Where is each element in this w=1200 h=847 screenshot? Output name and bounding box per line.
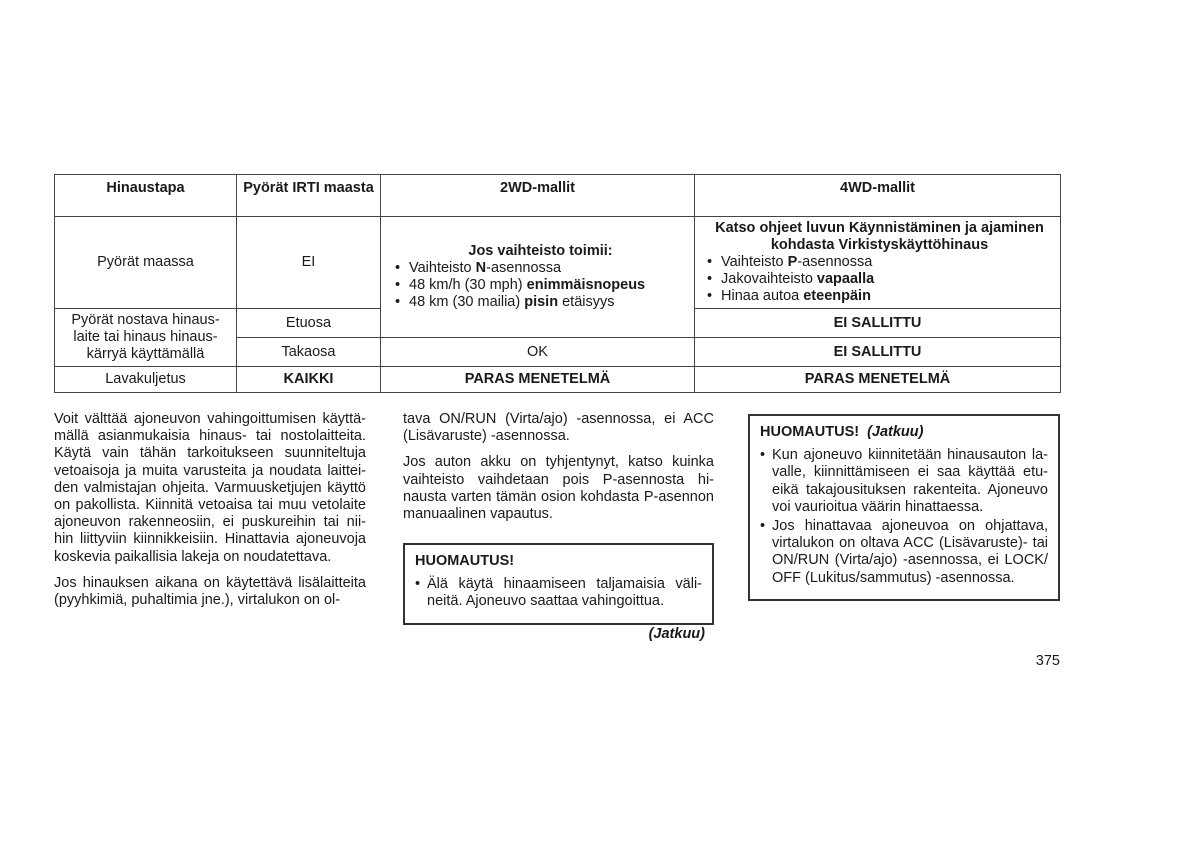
list-item: • Älä käytä hinaamiseen taljamaisia väli- neitä. Ajoneuvo saattaa vahingoittua. — [415, 576, 702, 610]
notice-list — [760, 447, 1048, 587]
text-column-middle — [403, 411, 714, 532]
header-off-ground: Pyörät IRTI maasta — [237, 175, 381, 217]
list-item: • Hinaa autoa eteenpäin — [705, 288, 1054, 305]
notice-continued-label: (Jatkuu) — [867, 424, 924, 440]
header-2wd: 2WD-mallit — [381, 175, 695, 217]
header-4wd: 4WD-mallit — [695, 175, 1061, 217]
cell-front: Etuosa — [237, 309, 381, 338]
cell-method-flatbed: Lavakuljetus — [55, 367, 237, 393]
header-method: Hinaustapa — [55, 175, 237, 217]
table-header-row — [55, 175, 1061, 217]
list-item: • 48 km (30 mailia) pisin etäisyys — [393, 294, 688, 311]
table-row — [55, 217, 1061, 309]
list-item: • Vaihteisto P-asennossa — [705, 254, 1054, 271]
cell-flatbed-off-ground: KAIKKI — [237, 367, 381, 393]
continued-label: (Jatkuu) — [648, 626, 705, 642]
cell-flatbed-2wd: PARAS MENETELMÄ — [381, 367, 695, 393]
paragraph: Jos auton akku on tyhjentynyt, katso kuinka vaihteisto vaihdetaan pois P-asennosta hi- nausta varten tämän osion kohdasta P-asennon manuaalinen vapautus. — [403, 454, 714, 523]
4wd-conditions-heading: Katso ohjeet luvun Käynnistäminen ja ajaminen kohdasta Virkistyskäyttöhinaus — [715, 220, 1044, 253]
paragraph: Jos hinauksen aikana on käytettävä lisälaitteita (pyyhkimiä, puhaltimia jne.), virtalukon on ol- — [54, 574, 366, 609]
page-number: 375 — [1035, 653, 1060, 669]
text-column-left — [54, 411, 366, 618]
cell-front-4wd: EI SALLITTU — [695, 309, 1061, 338]
notice-box-continued — [748, 414, 1060, 601]
list-item: • 48 km/h (30 mph) enimmäisnopeus — [393, 277, 688, 294]
notice-list — [415, 576, 702, 610]
notice-box — [403, 543, 714, 625]
towing-table — [54, 174, 1061, 393]
cell-off-ground-ground: EI — [237, 217, 381, 309]
cell-2wd-conditions — [381, 217, 695, 338]
list-item: • Vaihteisto N-asennossa — [393, 260, 688, 277]
cell-rear: Takaosa — [237, 338, 381, 367]
2wd-conditions-heading: Jos vaihteisto toimii: — [468, 243, 613, 259]
paragraph: Voit välttää ajoneuvon vahingoittumisen käyttä- mällä asianmukaisia hinaus- tai nostolaitteita. Käytä vain tähän tarkoitukseen suunniteltuja vetoaisoja ja muita varusteita ja noudata laittei- den valmistajan ohjeita. Varmuusketjujen käyttö on pakollista. Kiinnitä vetoaisa tai muu vetolaite ajoneuvon rakenneosiin, ei puskureihin tai nii- hin liittyviin kiinnikkeisiin. Hinattavia ajoneuvoja koskevia paikallisia lakeja on noudatettava. — [54, 411, 366, 565]
table-row — [55, 367, 1061, 393]
list-item: • Kun ajoneuvo kiinnitetään hinausauton la- valle, kiinnittämiseen ei saa käyttää etu- eikä takajousituksen rakenteita. Ajoneuvo voi vaurioitua väärin hinattaessa. — [760, 447, 1048, 516]
cell-flatbed-4wd: PARAS MENETELMÄ — [695, 367, 1061, 393]
list-item: • Jakovaihteisto vapaalla — [705, 271, 1054, 288]
list-item: • Jos hinattavaa ajoneuvoa on ohjattava, virtalukon on oltava ACC (Lisävaruste)- tai ON/RUN (Virta/ajo) -asennossa, ei LOCK/ OFF (Lukitus/sammutus) -asennossa. — [760, 518, 1048, 587]
cell-rear-4wd: EI SALLITTU — [695, 338, 1061, 367]
cell-4wd-conditions — [695, 217, 1061, 309]
2wd-conditions-list — [393, 260, 688, 311]
cell-rear-2wd: OK — [381, 338, 695, 367]
notice-title: HUOMAUTUS! — [415, 553, 515, 569]
cell-method-ground: Pyörät maassa — [55, 217, 237, 309]
notice-title: HUOMAUTUS! (Jatkuu) — [760, 424, 924, 440]
paragraph: tava ON/RUN (Virta/ajo) -asennossa, ei ACC (Lisävaruste) -asennossa. — [403, 411, 714, 445]
4wd-conditions-list — [705, 254, 1054, 305]
cell-method-wheel-lift: Pyörät nostava hinaus- laite tai hinaus hinaus- kärryä käyttämällä — [55, 309, 237, 367]
